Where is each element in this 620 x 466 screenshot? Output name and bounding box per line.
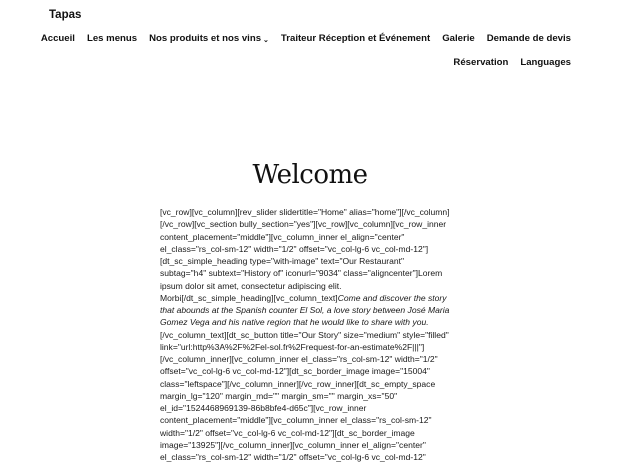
content-line <box>160 206 462 218</box>
nav-item-label: Languages <box>520 57 571 68</box>
content-line <box>160 402 462 414</box>
content-line <box>160 451 462 463</box>
content-line-text: offset="vc_col-lg-6 vc_col-md-12"][dt_sc_border_image image="15004" <box>160 366 430 377</box>
content-line <box>160 231 462 243</box>
nav-item-reservation[interactable] <box>453 57 508 68</box>
content-line-text: Gomez Vega and his native region that he would like to share with you. <box>160 317 429 328</box>
content-line-text: [/vc_column_inner][vc_column_inner el_class="rs_col-sm-12" width="1/2" <box>160 354 438 364</box>
content-line-text: content_placement="middle"][vc_column_inner el_align="center" <box>160 231 405 242</box>
content-line <box>160 280 462 292</box>
content-line-text: [dt_sc_simple_heading type="with-image" text="Our Restaurant" <box>160 256 404 266</box>
content-line-text: [/vc_column_text][dt_sc_button title="Our Story" size="medium" style="filled" <box>160 329 449 340</box>
nav-item-nos-produits[interactable] <box>149 33 269 44</box>
content-line-text: [vc_row][vc_column][rev_slider slidertitle="Home" alias="home"][/vc_column] <box>160 207 450 217</box>
content-line-text: el_class="rs_col-sm-12" width="1/2" offset="vc_col-lg-6 vc_col-md-12" <box>160 452 426 462</box>
content-line-text: [/vc_row][vc_section bully_section="yes"][vc_row][vc_column][vc_row_inner <box>160 219 447 230</box>
content-line <box>160 329 462 341</box>
content-line <box>160 353 462 365</box>
nav-item-label: Traiteur Réception et Événement <box>280 33 431 44</box>
nav-item-traiteur[interactable] <box>281 33 430 44</box>
content-line <box>160 365 462 377</box>
content-line <box>160 292 462 304</box>
content-line <box>160 439 462 451</box>
nav-item-galerie[interactable] <box>442 33 475 44</box>
content-line-text: Morbi[/dt_sc_simple_heading][vc_column_text] <box>160 292 338 303</box>
content-line <box>160 378 462 390</box>
chevron-down-icon: ⌄ <box>263 36 269 44</box>
content-line-text: image="13925"][/vc_column_inner][vc_column_inner el_align="center" <box>160 439 426 450</box>
content-line-text: margin_lg="120" margin_md="" margin_sm="" margin_xs="50" <box>160 390 398 401</box>
nav-item-les-menus[interactable] <box>87 33 137 44</box>
content-line-text: width="1/2" offset="vc_col-lg-6 vc_col-md-12"][dt_sc_border_image <box>160 427 415 438</box>
content-line-text: el_id="1524468969139-86b8bfe4-d65c"][vc_row_inner <box>160 403 367 413</box>
nav-item-demande-de-devis[interactable] <box>487 33 571 44</box>
content-line <box>160 390 462 402</box>
content-line <box>160 414 462 426</box>
nav-item-label: Galerie <box>442 33 475 44</box>
page-content <box>160 206 462 463</box>
nav-item-label: Les menus <box>86 33 138 44</box>
content-line <box>160 218 462 230</box>
nav-item-languages[interactable] <box>520 57 571 68</box>
nav-item-label: Nos produits et nos vins <box>149 33 262 44</box>
content-line <box>160 255 462 267</box>
content-line <box>160 304 462 316</box>
content-line-text: link="url:http%3A%2F%2Fel-sol.fr%2Frequest-for-an-estimate%2F|||"] <box>160 341 425 352</box>
content-line-text: subtag="h4" subtext="History of" iconurl="9034" class="aligncenter"]Lorem <box>160 268 443 279</box>
content-line-text: ipsum dolor sit amet, consectetur adipiscing elit. <box>160 280 342 291</box>
content-line-text: that abounds at the Spanish counter El Sol, a love story between José Maria <box>160 305 450 315</box>
content-line-italic-text: Come and discover the story <box>337 292 447 303</box>
content-line-text: class="leftspace"][/vc_column_inner][/vc_row_inner][dt_sc_empty_space <box>160 378 436 389</box>
primary-nav-row-2 <box>453 57 571 68</box>
content-line <box>160 243 462 255</box>
nav-item-accueil[interactable] <box>41 33 75 44</box>
content-line <box>160 427 462 439</box>
content-line <box>160 341 462 353</box>
site-title-link[interactable]: Tapas <box>49 9 82 21</box>
primary-nav-row-1 <box>41 33 571 44</box>
content-line <box>160 267 462 279</box>
nav-item-label: Réservation <box>453 57 509 68</box>
content-line <box>160 316 462 328</box>
nav-item-label: Accueil <box>40 33 75 44</box>
nav-item-label: Demande de devis <box>486 33 571 44</box>
content-line-text: content_placement="middle"][vc_column_inner el_class="rs_col-sm-12" <box>160 415 432 426</box>
content-line-text: el_class="rs_col-sm-12" width="1/2" offset="vc_col-lg-6 vc_col-md-12"] <box>160 243 429 254</box>
page-title: Welcome <box>252 160 368 191</box>
